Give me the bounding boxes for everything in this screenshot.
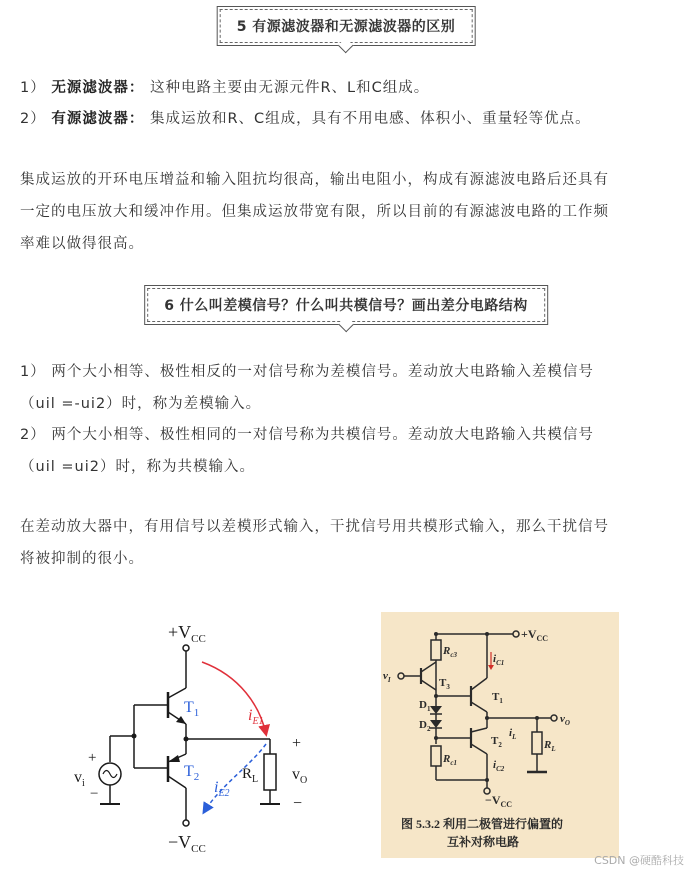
rl-resistor — [532, 732, 542, 754]
d2-diode — [430, 720, 442, 728]
t1-collector — [471, 678, 487, 690]
vcc-minus-terminal — [183, 820, 189, 826]
vi-plus: + — [88, 750, 97, 766]
d1-diode — [430, 706, 442, 714]
vo-label: $v_O$ — [560, 713, 570, 727]
vo-terminal — [551, 715, 557, 721]
section5-heading-text: 5 有源滤波器和无源滤波器的区别 — [220, 9, 473, 43]
rc1-label: $R_{c1}$ — [443, 753, 457, 767]
differential-circuit-diagram — [70, 616, 330, 856]
il-label: $i_L$ — [509, 727, 517, 741]
section6-heading — [144, 285, 548, 325]
t2-label: $T_2$ — [491, 735, 502, 749]
t1-emitter — [471, 702, 487, 712]
t1-emitter-arrow — [176, 716, 186, 724]
ie2-label: $i_{E2}$ — [214, 779, 230, 799]
term-passive-filter: 无源滤波器： — [51, 80, 145, 96]
vo-plus: + — [292, 735, 302, 752]
vi-label: $v_i$ — [74, 769, 85, 789]
rc3-resistor — [431, 640, 441, 660]
rc3-label: $R_{c3}$ — [443, 645, 457, 659]
figure-caption-line2: 互补对称电路 — [447, 835, 520, 849]
t3-label: $T_3$ — [439, 677, 450, 691]
vi-minus: − — [90, 786, 99, 802]
rl-label: $R_L$ — [544, 739, 556, 753]
t1-collector — [168, 688, 186, 698]
t2-emitter — [471, 728, 487, 732]
watermark: CSDN @硬酷科技 — [594, 854, 684, 867]
t3-emitter — [421, 680, 436, 690]
vo-minus: − — [293, 795, 303, 812]
rl-label: $R_L$ — [242, 766, 259, 785]
ic2-label: $i_{C2}$ — [493, 759, 505, 773]
vi-terminal — [398, 673, 404, 679]
vcc-minus-label: $-V_{CC}$ — [168, 832, 206, 855]
emitter-node — [184, 737, 189, 742]
ie1-label: $i_{E1}$ — [248, 707, 264, 727]
complementary-circuit-diagram — [381, 612, 619, 858]
vi-label: $v_I$ — [383, 670, 391, 684]
t2-label: $T_2$ — [184, 763, 200, 783]
ic1-label: $i_{C1}$ — [493, 653, 505, 667]
section5-item2: 2） 有源滤波器： 集成运放和R、C组成，具有不用电感、体积小、重量轻等优点。 — [20, 111, 591, 127]
figure-caption-line1: 图 5.3.2 利用二极管进行偏置的 — [401, 817, 564, 831]
t2-collector — [471, 744, 487, 754]
rl-resistor — [264, 754, 276, 790]
vcc-top-terminal — [513, 631, 519, 637]
vcc-plus-terminal — [183, 645, 189, 651]
rc1-resistor — [431, 746, 441, 766]
t2-emitter-arrow — [168, 755, 180, 762]
section6-item1: 1） 两个大小相等、极性相反的一对信号称为差模信号。差动放大电路输入差模信号 （uil =-ui2）时，称为差模输入。 — [20, 364, 594, 412]
section5-paragraph: 集成运放的开环电压增益和输入阻抗均很高，输出电阻小，构成有源滤波电路后还具有 一定的电压放大和缓冲作用。但集成运放带宽有限，所以目前的有源滤波电路的工作频 率难以做得很高。 — [20, 172, 609, 252]
vcc-bot-label: $-V_{CC}$ — [485, 793, 513, 809]
section6-heading-text: 6 什么叫差模信号？什么叫共模信号？画出差分电路结构 — [147, 288, 545, 322]
vcc-plus-label: $+V_{CC}$ — [168, 622, 206, 645]
section6-item2: 2） 两个大小相等、极性相同的一对信号称为共模信号。差动放大电路输入共模信号 （uil =ui2）时，称为共模输入。 — [20, 427, 594, 475]
t3-collector — [421, 662, 436, 672]
d1-label: $D_1$ — [419, 699, 431, 713]
base-node — [132, 734, 137, 739]
section6-paragraph: 在差动放大器中，有用信号以差模形式输入，干扰信号用共模形式输入，那么干扰信号 将被抑制的很小。 — [20, 519, 609, 567]
d2-label: $D_2$ — [419, 719, 431, 733]
t1-label: $T_1$ — [492, 691, 503, 705]
vcc-top-label: $+V_{CC}$ — [521, 627, 549, 643]
section5-item1: 1） 无源滤波器： 这种电路主要由无源元件R、L和C组成。 — [20, 80, 430, 96]
section5-heading — [217, 6, 476, 46]
term-active-filter: 有源滤波器： — [51, 111, 145, 127]
vo-label: $v_O$ — [292, 766, 308, 786]
t1-label: $T_1$ — [184, 699, 200, 719]
ic1-arrowhead — [488, 665, 494, 670]
